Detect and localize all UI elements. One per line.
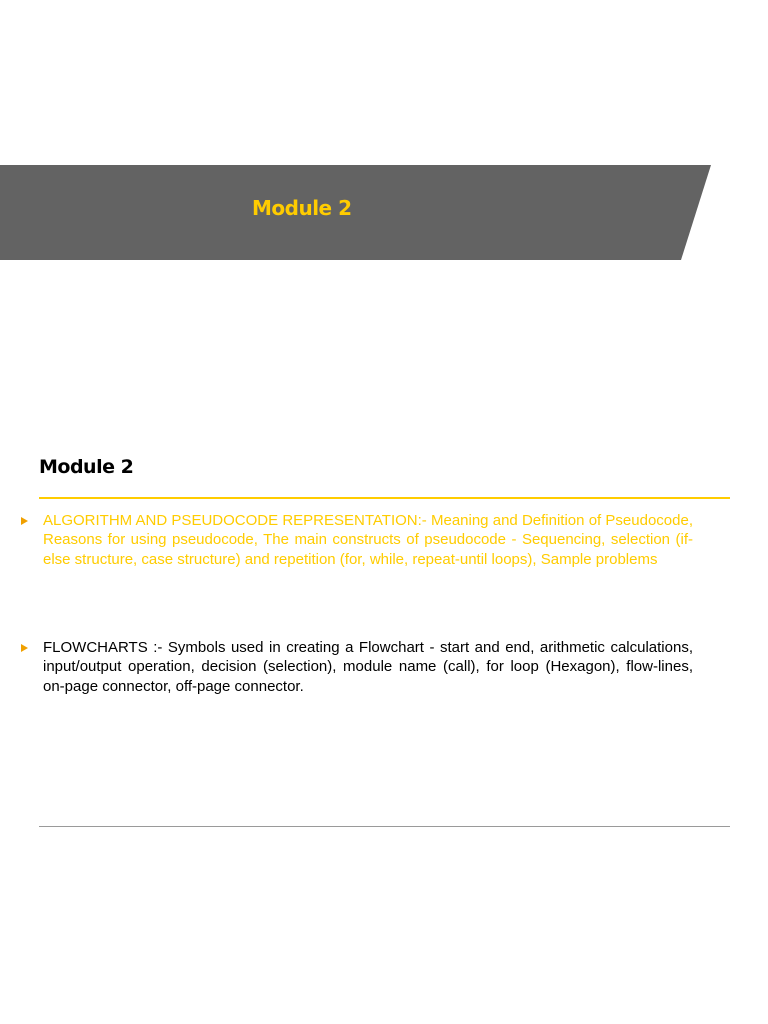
triangle-right-icon [21, 644, 28, 652]
triangle-right-icon [21, 517, 28, 525]
bullet-item-flowcharts [21, 638, 693, 696]
heading-divider [39, 497, 730, 499]
section-heading: Module 2 [39, 456, 134, 478]
bullet-text: FLOWCHARTS :- Symbols used in creating a Flowchart - start and end, arithmetic calculations, input/output operation, decision (selection), module name (call), for loop (Hexagon), flow-lines, on-page connector, off-page connector. [43, 639, 693, 695]
title-banner [0, 165, 711, 260]
banner-title: Module 2 [252, 196, 352, 220]
bullet-item-algorithm [21, 511, 693, 569]
footer-divider [39, 826, 730, 827]
bullet-text: ALGORITHM AND PSEUDOCODE REPRESENTATION:- Meaning and Definition of Pseudocode, Reasons for using pseudocode, The main constructs of pseudocode - Sequencing, selection (if-else structure, case structure) and repetition (for, while, repeat-until loops), Sample problems [43, 512, 693, 568]
